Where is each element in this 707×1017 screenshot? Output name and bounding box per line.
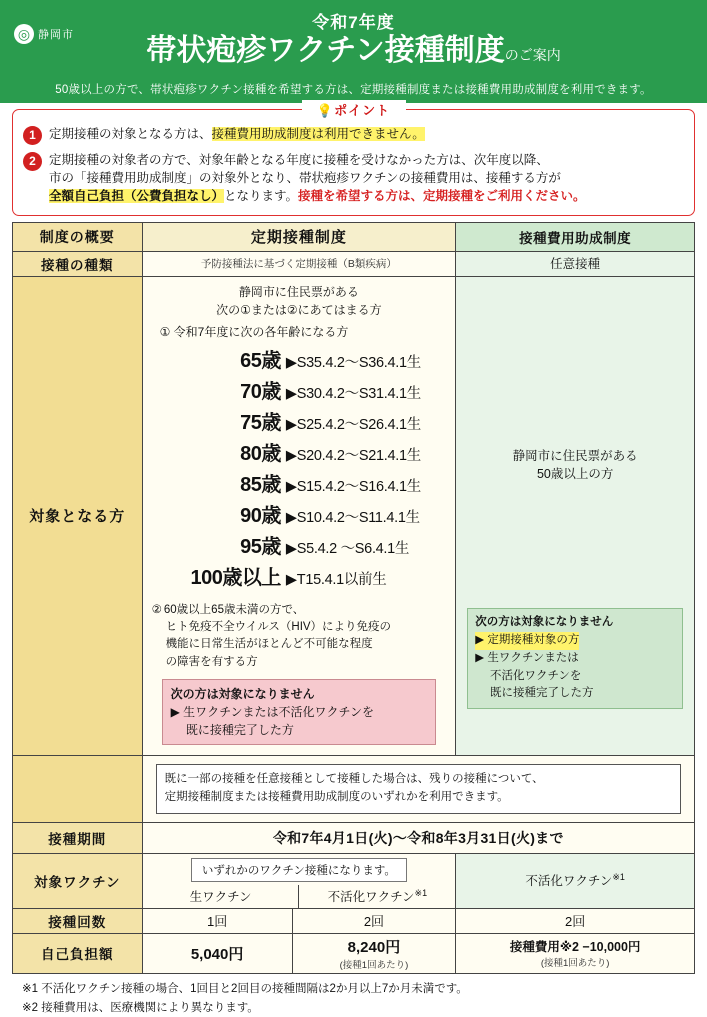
page-title-suffix: のご案内 [505,47,561,63]
point-number-2: 2 [23,152,42,171]
city-logo [14,24,74,44]
point-text-1 [49,125,425,143]
target-condition-2 [166,602,443,671]
value-cost-subsidy [456,933,695,973]
points-section [0,103,707,220]
exclusion-subsidy-item-2c: 既に接種完了した方 [475,685,675,703]
age-birth-range: ▶T15.4.1以前生 [286,570,387,592]
age-row [177,408,421,438]
condition-2-line2: ヒト免疫不全ウイルス（HIV）により免疫の [166,621,391,633]
exclusion-regular-line1: ▶ 生ワクチンまたは不活化ワクチンを [171,703,428,721]
point-text-2-red: 接種を希望する方は、定期接種をご利用ください。 [298,189,586,203]
age-row [177,346,421,376]
partial-note-cell [142,755,694,822]
value-period: 令和7年4月1日(火)〜令和8年3月31日(火)まで [142,822,694,853]
subsidy-target-line2: 50歳以上の方 [459,465,691,484]
point-text-2-rest: となります。 [224,189,298,203]
points-box [12,109,695,216]
table-header-row [13,222,695,251]
lightbulb-icon: 💡 [317,103,334,118]
vaccine-subsidy-label: 不活化ワクチン [525,874,612,888]
subsidy-target-line1: 静岡市に住民票がある [459,447,691,466]
age-row [177,470,421,500]
age-birth-range: ▶S15.4.2〜S16.4.1生 [286,477,421,499]
value-vaccine-subsidy [456,853,695,908]
vaccine-inactivated-sup: ※1 [415,887,428,897]
age-value: 90歳 [177,501,281,531]
age-birth-range: ▶S20.4.2〜S21.4.1生 [286,446,421,468]
cost-subsidy-amount: 接種費用※2 −10,000円 [510,940,641,954]
age-row [177,439,421,469]
point-text-1a: 定期接種の対象となる方は、 [49,127,212,141]
comparison-table-wrapper [0,220,707,974]
point-text-2-highlight: 全額自己負担（公費負担なし） [49,189,224,203]
age-birth-range: ▶S10.4.2〜S11.4.1生 [286,508,420,530]
value-type-subsidy: 任意接種 [456,251,695,276]
city-logo-icon: ◎ [14,24,34,44]
vaccine-choice-note: いずれかのワクチン接種になります。 [191,858,407,882]
city-name: 静岡市 [38,26,74,42]
row-period [13,822,695,853]
value-cost-live: 5,040円 [142,933,292,973]
age-row [177,563,421,593]
point-text-2-line1: 定期接種の対象者の方で、対象年齢となる年度に接種を受けなかった方は、次年度以降、 [49,153,549,167]
target-regular-content [146,279,453,753]
age-value: 100歳以上 [177,563,281,593]
page-title [0,34,707,69]
target-intro-2: 次の①または②にあてはまる方 [152,301,447,319]
age-birth-range: ▶S25.4.2〜S26.4.1生 [286,415,421,437]
points-title-text: ポイント [334,103,390,118]
label-vaccination-type: 接種の種類 [13,251,143,276]
point-text-1b: 接種費用助成制度は利用できません。 [212,127,425,141]
age-row [177,501,421,531]
footnote-2: ※2 接種費用は、医療機関により異なります。 [22,999,693,1017]
row-target-persons [13,276,695,755]
label-spacer [13,755,143,822]
vaccine-inactivated [298,885,455,908]
footnote-1: ※1 不活化ワクチン接種の場合、1回目と2回目の接種間隔は2か月以上7か月未満です。 [22,980,693,998]
row-dose-count [13,908,695,933]
comparison-table [12,222,695,974]
value-count-inactivated: 2回 [292,908,456,933]
row-vaccination-type [13,251,695,276]
exclusion-regular-title: 次の方は対象になりません [171,685,428,703]
age-birth-range: ▶S35.4.2〜S36.4.1生 [286,353,421,375]
target-condition-1-title: ① 令和7年度に次の各年齢になる方 [160,323,447,341]
vaccine-live: 生ワクチン [143,885,299,908]
age-row [177,532,421,562]
page-header [0,0,707,77]
header-regular-program: 定期接種制度 [142,222,456,251]
value-vaccine-regular [142,853,456,908]
point-text-2 [49,151,586,205]
exclusion-box-subsidy [467,608,683,709]
label-target-persons: 対象となる方 [13,276,143,755]
value-target-regular [142,276,456,755]
row-partial-vaccination-note [13,755,695,822]
header-overview: 制度の概要 [13,222,143,251]
value-cost-inactivated [292,933,456,973]
label-dose-count: 接種回数 [13,908,143,933]
page-title-text: 帯状疱疹ワクチン接種制度 [146,34,505,67]
cost-inactivated-amount: 8,240円 [348,939,401,956]
age-value: 85歳 [177,470,281,500]
partial-note-line2: 定期接種制度または接種費用助成制度のいずれかを利用できます。 [165,789,672,807]
point-item-1 [23,125,684,145]
value-type-regular: 予防接種法に基づく定期接種（B類疾病） [142,251,456,276]
age-value: 65歳 [177,346,281,376]
partial-vaccination-note [156,764,681,814]
point-item-2 [23,151,684,205]
condition-2-line4: の障害を有する方 [166,656,258,668]
label-vaccine: 対象ワクチン [13,853,143,908]
exclusion-subsidy-item-2a: ▶ 生ワクチンまたは [475,650,675,668]
cost-subsidy-note: (接種1回あたり) [459,955,691,969]
age-value: 75歳 [177,408,281,438]
age-value: 95歳 [177,532,281,562]
exclusion-subsidy-item-1: ▶ 定期接種対象の方 [475,632,579,650]
point-number-1: 1 [23,126,42,145]
exclusion-regular-line2: 既に接種完了した方 [171,721,428,739]
age-birth-range: ▶S30.4.2〜S31.4.1生 [286,384,421,406]
vaccine-split [143,885,456,908]
point-text-2-line2: 市の「接種費用助成制度」の対象外となり、帯状疱疹ワクチンの接種費用は、接種する方が [49,171,561,185]
condition-2-line1: 60歳以上65歳未満の方で、 [164,604,304,616]
points-title [302,100,406,119]
subsidy-spacer [459,484,691,602]
value-target-subsidy [456,276,695,755]
vaccine-subsidy-sup: ※1 [612,872,625,882]
label-period: 接種期間 [13,822,143,853]
header-lead-text: 50歳以上の方で、帯状疱疹ワクチン接種を希望する方は、定期接種制度または接種費用助成制度を利用できます。 [0,77,707,103]
condition-2-line3: 機能に日常生活がほとんど不可能な程度 [166,638,373,650]
label-out-of-pocket: 自己負担額 [13,933,143,973]
partial-note-line1: 既に一部の接種を任意接種として接種した場合は、残りの接種について、 [165,771,672,789]
footnotes [0,974,707,1017]
cost-inactivated-note: (接種1回あたり) [296,957,453,971]
vaccine-inactivated-label: 不活化ワクチン [328,890,415,904]
condition-2-number: ② [152,604,162,616]
exclusion-box-regular [162,679,437,745]
age-value: 80歳 [177,439,281,469]
age-eligibility-list [177,345,421,594]
target-intro-1: 静岡市に住民票がある [152,283,447,301]
age-value: 70歳 [177,377,281,407]
age-row [177,377,421,407]
age-birth-range: ▶S5.4.2 〜S6.4.1生 [286,539,409,561]
value-count-subsidy: 2回 [456,908,695,933]
header-subsidy-program: 接種費用助成制度 [456,222,695,251]
row-vaccine [13,853,695,908]
vaccine-choice-wrap [143,854,456,885]
exclusion-subsidy-title: 次の方は対象になりません [475,614,675,632]
exclusion-subsidy-item-2b: 不活化ワクチンを [475,668,675,686]
row-out-of-pocket [13,933,695,973]
value-count-live: 1回 [142,908,292,933]
subsidy-target-text [459,317,691,485]
fiscal-year-label: 令和7年度 [0,8,707,33]
